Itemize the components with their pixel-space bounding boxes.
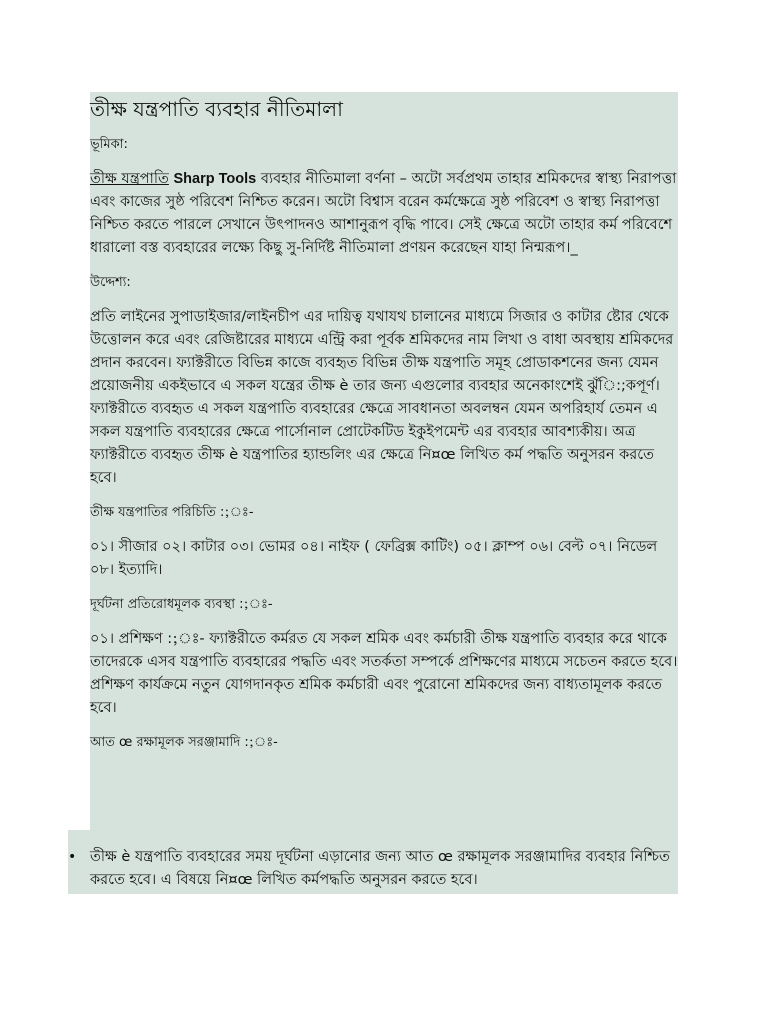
intro-term-en: Sharp Tools	[173, 171, 257, 187]
intro-paragraph	[90, 168, 678, 260]
intro-body: ব্যবহার নীতিমালা বর্ণনা – অটো সর্বপ্রথম তাহার শ্রমিকদের স্বাস্থ্য নিরাপত্তা এবং কাজের সুষ্ঠ পরিবেশ নিশ্চিত করেন। অটো বিশ্বাস বরেন কর্মক্ষেত্রে সুষ্ঠ পরিবেশ ও স্বাস্থ্য নিরাপত্তা নিশ্চিত করতে পারলে সেখানে উৎপাদনও আশানুরূপ বৃদ্ধি পাবে। সেই ক্ষেত্রে অটো তাহার কর্ম পরিবেশে ধারালো বস্ত ব্যবহারের লক্ষ্যে কিছু সু-নির্দিষ্ট নীতিমালা প্রণয়ন করেছেন যাহা নিন্মরূপ।_	[90, 171, 677, 256]
objective-heading: উদ্দেশ্য:	[90, 275, 131, 290]
safety-bullet-item	[68, 846, 678, 892]
document-content	[90, 92, 678, 752]
prevention-paragraph: ০১। প্রশিক্ষণ :;ঃ- ফ্যাক্টরীতে কর্মরত যে সকল শ্রমিক এবং কর্মচারী তীক্ষ যন্ত্রপাতি ব্যবহার করে থাকে তাদেরকে এসব যন্ত্রপাতি ব্যবহারের পদ্ধতি এবং সতর্কতা সম্পর্কে প্রশিক্ষণের মাধ্যমে সচেতন করতে হবে। প্রশিক্ষণ কার্যক্রমে নতুন যোগদানকৃত শ্রমিক কর্মচারী এবং পুরোনো শ্রমিকদের জন্য বাধ্যতামূলক করতে হবে।	[90, 631, 678, 716]
bullet-marker: •	[68, 849, 77, 865]
intro-heading: ভূমিকা:	[90, 137, 128, 152]
safety-bullet-text: তীক্ষ è যন্ত্রপাতি ব্যবহারের সময় দূর্ঘটনা এড়ানোর জন্য আত œ রক্ষামূলক সরঞ্জামাদির ব্যবহার নিশ্চিত করতে হবে। এ বিষয়ে নি¤œ লিখিত কর্মপদ্ধতি অনুসরন করতে হবে।	[90, 849, 670, 888]
tools-heading: তীক্ষ যন্ত্রপাতির পরিচিতি :;ঃ-	[90, 505, 254, 520]
prevention-heading: দূর্ঘটনা প্রতিরোধমূলক ব্যবস্থা :;ঃ-	[90, 597, 273, 612]
intro-term-bn: তীক্ষ যন্ত্রপাতি	[90, 171, 169, 187]
objective-paragraph: প্রতি লাইনের সুপাডাইজার/লাইনচীপ এর দায়িত্ব যথাযথ চালানের মাধ্যমে সিজার ও কাটার ষ্টোর থেকে উত্তোলন করে এবং রেজিষ্টারের মাধ্যমে এন্ট্রি করা পূর্বক শ্রমিকদের নাম লিখা ও বাধা অবস্থায় শ্রমিকদের প্রদান করবেন। ফ্যাক্টরীতে বিভিন্ন কাজে ব্যবহৃত বিভিন্ন তীক্ষ যন্ত্রপাতি সমূহ প্রোডাকশনের জন্য যেমন প্রয়োজনীয় একইভাবে এ সকল যন্ত্রের তীক্ষ è তার জন্য এগুলোর ব্যবহার অনেকাংশেই ঝুঁি:;কপূর্ণ। ফ্যাক্টরীতে ব্যবহৃত এ সকল যন্ত্রপাতি ব্যবহারের ক্ষেত্রে সাবধানতা অবলম্বন যেমন অপরিহার্য তেমন এ সকল যন্ত্রপাতি ব্যবহারের ক্ষেত্রে পার্সোনাল প্রোটেকটিড ইকুইপমেন্ট এর ব্যবহার আবশ্যকীয়। অত্র ফ্যাক্টরীতে ব্যবহৃত তীক্ষ è যন্ত্রপাতির হ্যান্ডলিং এর ক্ষেত্রে নি¤œ লিখিত কর্ম পদ্ধতি অনুসরন করতে হবে।	[90, 309, 674, 486]
safety-heading: আত œ রক্ষামূলক সরঞ্জামাদি :;ঃ-	[90, 735, 278, 750]
document-title: তীক্ষ যন্ত্রপাতি ব্যবহার নীতিমালা	[90, 97, 343, 121]
tools-list: ০১। সীজার ০২। কাটার ০৩। ভোমর ০৪। নাইফ ( ফেব্রিক্স কাটিং) ০৫। ক্লাম্প ০৬। বেল্ট ০৭। নিডেল ০৮। ইত্যাদি।	[90, 539, 658, 578]
